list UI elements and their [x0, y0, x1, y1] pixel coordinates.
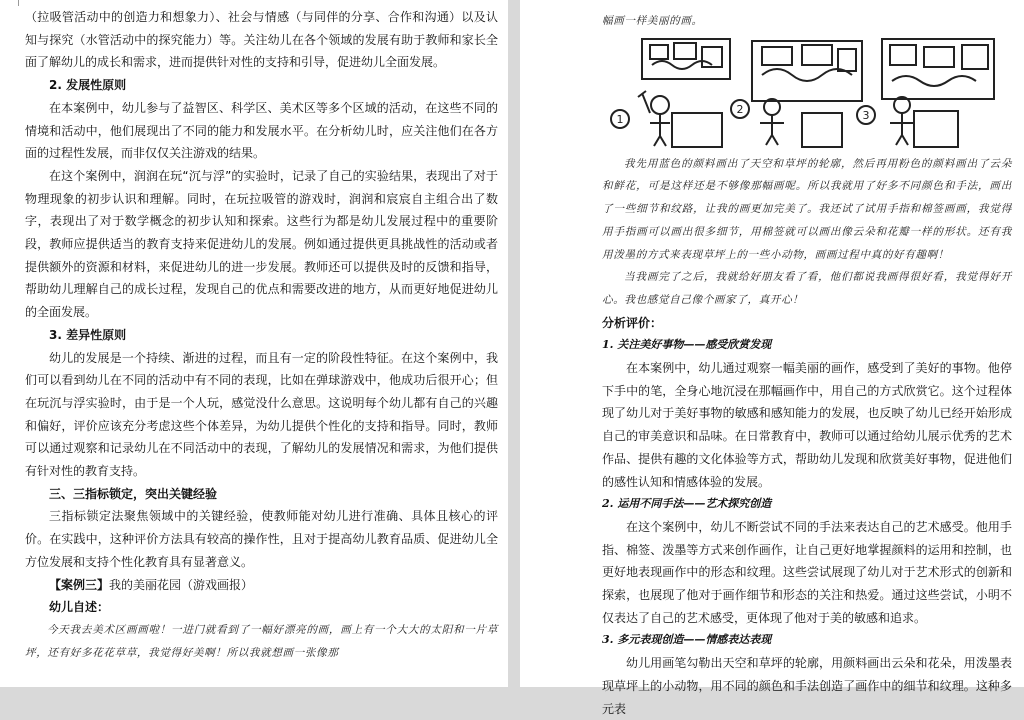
case-title-line: [25, 574, 498, 597]
child-narrative: 当我画完了之后，我就给好朋友看了看，他们都说我画得很好看，我觉得好开心。我也感觉自己像个画家了，真开心！: [602, 271, 1012, 306]
section-heading: 3. 差异性原则: [49, 327, 127, 342]
paragraph: 在这个案例中，幼儿不断尝试不同的手法来表达自己的艺术感受。他用手指、棉签、泼墨等方式来创作画作，让自己更好地掌握颜料的运用和控制，也更好地表现画作中的形态和纹理。这些尝试展现了幼儿对于艺术形式的创新和探索，也展现了他对于画作细节和形态的关注和热爱。通过这些尝试，小明不仅表达了自己的艺术感受，更体现了他对于美的敏感和追求。: [602, 519, 1012, 625]
section-heading: 三、三指标锁定，突出关键经验: [49, 486, 218, 501]
section-heading: 1. 关注美好事物——感受欣赏发现: [602, 338, 772, 352]
self-report-label: 幼儿自述：: [49, 600, 110, 615]
section-heading: 3. 多元表现创造——情感表达表现: [602, 633, 772, 647]
paragraph: 幼儿的发展是一个持续、渐进的过程，而且有一定的阶段性特征。在这个案例中，我们可以看到幼儿在不同的活动中有不同的表现，比如在弹球游戏中，他成功后很开心；但在玩沉与浮实验时，由于是一个人玩，感觉没什么意思。这说明每个幼儿都有自己的兴趣和偏好，评价应该充分考虑这些个体差异，为幼儿提供个性化的支持和指导。同时，教师可以通过观察和记录幼儿在不同活动中的表现，了解幼儿的发展情况和需求，为他们提供有针对性的教育支持。: [25, 350, 498, 479]
child-drawing-illustration: [602, 35, 1002, 147]
paragraph: 在本案例中，幼儿参与了益智区、科学区、美术区等多个区域的活动，在这些不同的情境和活动中，他们展现出了不同的能力和发展水平。在分析幼儿时，应关注他们在各方面的过程性发展，而非仅仅关注游戏的结果。: [25, 100, 498, 161]
drawing-number-1: 1: [616, 112, 624, 126]
child-narrative: 今天我去美术区画画啦！一进门就看到了一幅好漂亮的画，画上有一个大大的太阳和一片草坪，还有好多花花草草，我觉得好美啊！所以我就想画一张像那: [25, 623, 498, 659]
drawing-number-3: 3: [862, 108, 870, 122]
right-page: [520, 0, 1024, 716]
section-heading: 2. 运用不同手法——艺术探究创造: [602, 497, 772, 511]
child-narrative: 幅画一样美丽的画。: [602, 15, 703, 27]
paragraph: （拉吸管活动中的创造力和想象力）、社会与情感（与同伴的分享、合作和沟通）以及认知与探究（水管活动中的探究能力）等。关注幼儿在各个领域的发展有助于教师和家长全面了解幼儿的成长和需求，进而提供针对性的支持和引导，促进幼儿全面发展。: [25, 10, 498, 70]
paragraph: 在这个案例中，润润在玩“沉与浮”的实验时，记录了自己的实验结果，表现出了对于物理现象的初步认识和理解。同时，在玩拉吸管的游戏时，润润和宸宸自主组合出了数字，表现出了对于数学概念的初步认知和探索。这些行为都是幼儿发展过程中的重要阶段，教师应提供适当的教育支持来促进幼儿的发展。例如通过提供更具挑战性的活动或者提供额外的资源和材料，来促进幼儿的进一步发展。教师还可以提供及时的反馈和指导，帮助幼儿理解自己的成长过程，发现自己的优点和需要改进的地方，从而更好地促进幼儿的全面发展。: [25, 168, 498, 320]
case-title: 我的美丽花园（游戏画报）: [109, 577, 254, 592]
case-label: 【案例三】: [49, 577, 110, 592]
paragraph: 幼儿用画笔勾勒出天空和草坪的轮廓，用颜料画出云朵和花朵，用泼墨表现草坪上的小动物，用不同的颜色和手法创造了画作中的细节和纹理。这种多元表: [602, 656, 1012, 716]
section-heading: 2. 发展性原则: [49, 78, 127, 93]
left-page: [0, 0, 508, 687]
page-corner-mark: [8, 0, 19, 6]
paragraph: 三指标锁定法聚焦领域中的关键经验，使教师能对幼儿进行准确、具体且核心的评价。在实践中，这种评价方法具有较高的操作性，且对于提高幼儿教育品质、促进幼儿全方位发展和支持个性化教育具有显著意义。: [25, 509, 498, 569]
paragraph: 在本案例中，幼儿通过观察一幅美丽的画作，感受到了美好的事物。他停下手中的笔，全身心地沉浸在那幅画作中，用自己的方式欣赏它。这个过程体现了幼儿对于美好事物的敏感和感知能力的发展，也反映了幼儿已经开始形成自己的审美意识和品味。在日常教育中，教师可以通过给幼儿展示优秀的艺术作品、提供有趣的文化体验等方式，帮助幼儿发现和欣赏美好事物，促进他们的感性认知和情感体验的发展。: [602, 361, 1012, 489]
analysis-label: 分析评价：: [602, 315, 663, 330]
child-narrative: 我先用蓝色的颜料画出了天空和草坪的轮廓，然后再用粉色的颜料画出了云朵和鲜花，可是这样还是不够像那幅画呢。所以我就用了好多不同颜色和手法，画出了一些细节和纹路，让我的画更加完美了。我还试了试用手指和棉签画画，我觉得用手指画可以画出很多细节，用棉签就可以画出像云朵和花瓣一样的形状。还有我用泼墨的方式来表现草坪上的一些小动物，画画过程中真的好有趣啊！: [602, 157, 1012, 261]
drawing-number-2: 2: [736, 102, 744, 116]
